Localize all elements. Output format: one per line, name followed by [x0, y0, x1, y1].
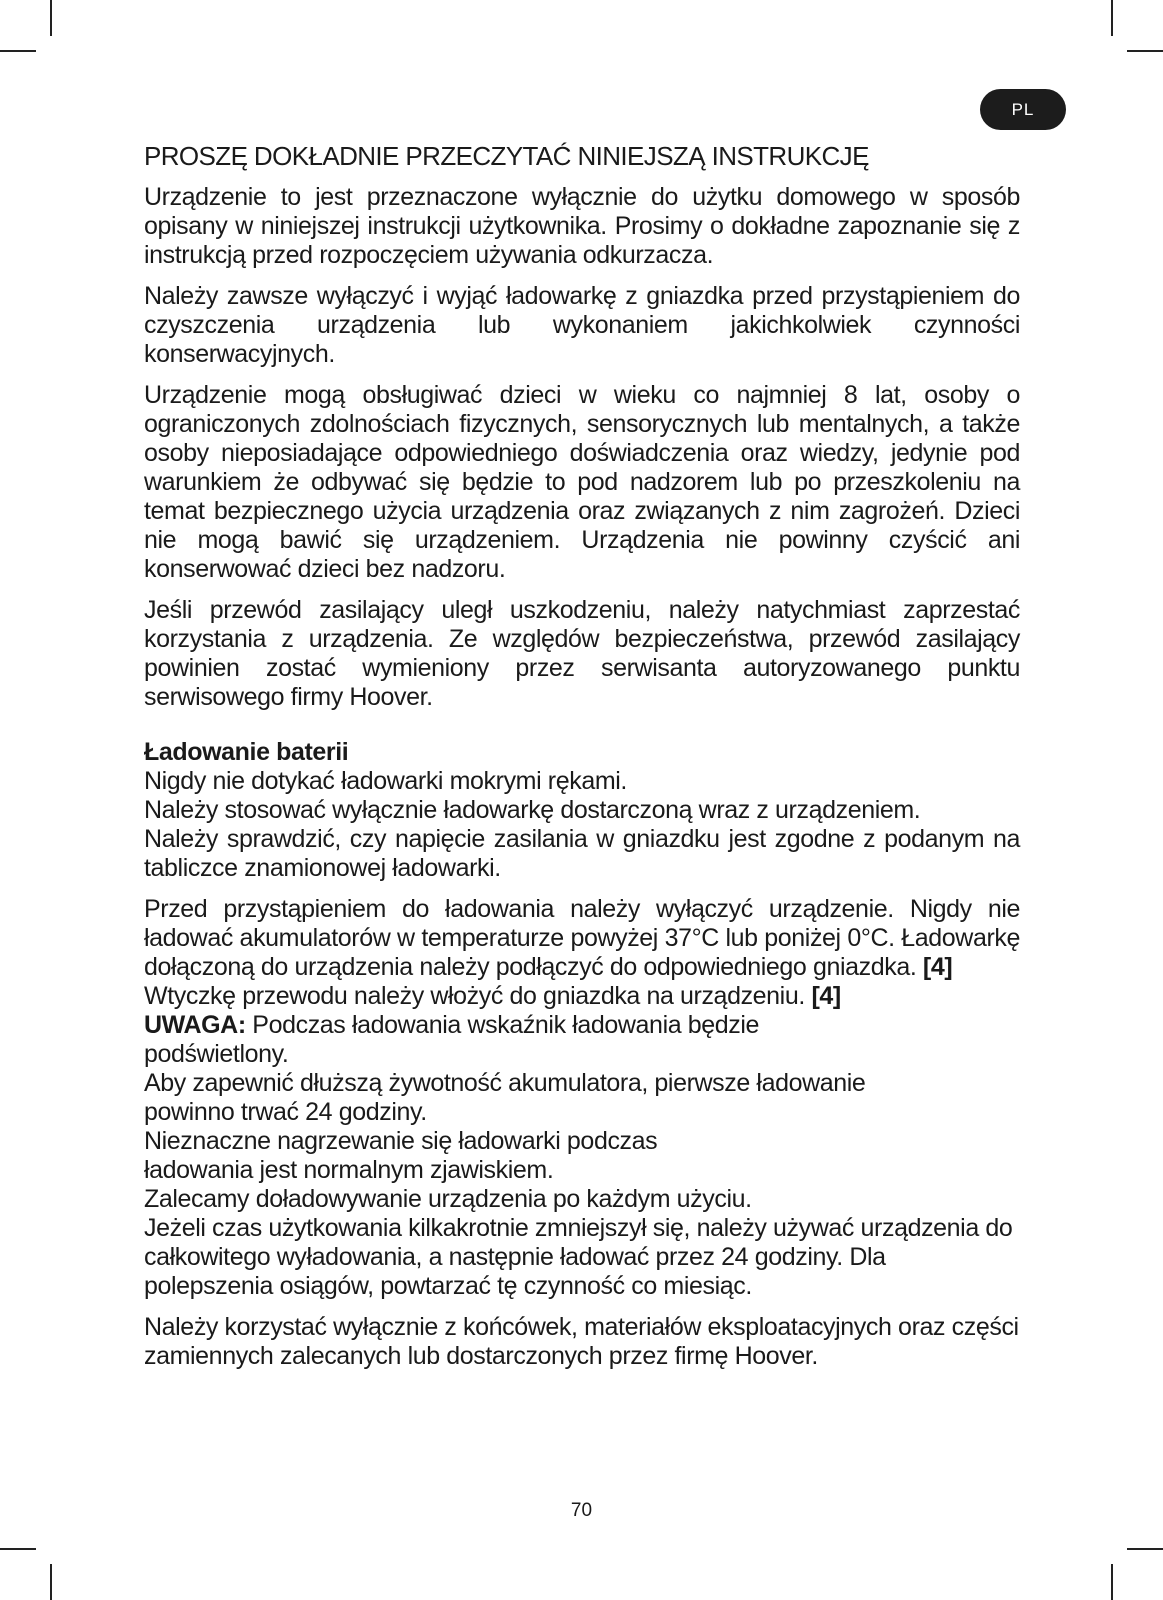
- charging-line: Aby zapewnić dłuższą żywotność akumulatora, pierwsze ładowanie: [144, 1069, 866, 1097]
- charging-text: Wtyczkę przewodu należy włożyć do gniazdka na urządzeniu.: [144, 982, 805, 1010]
- final-paragraph: Należy korzystać wyłącznie z końcówek, materiałów eksploatacyjnych oraz części zamiennych zalecanych lub dostarczonych przez firmę Hoover.: [144, 1313, 1019, 1370]
- note-label: UWAGA:: [144, 1011, 246, 1039]
- charging-line: ładowania jest normalnym zjawiskiem.: [144, 1156, 554, 1184]
- intro-paragraph: Urządzenie to jest przeznaczone wyłącznie do użytku domowego w sposób opisany w niniejszej instrukcji użytkownika. Prosimy o dokładne zapoznanie się z instrukcją przed rozpoczęciem używania odkurzacza.: [144, 183, 1020, 269]
- charging-text: Przed przystąpieniem do ładowania należy wyłączyć urządzenie. Nigdy nie ładować akumulatorów w temperaturze powyżej 37°C lub poniżej 0°C. Ładowarkę dołączoną do urządzenia należy podłączyć do odpowiedniego gniazdka.: [144, 895, 1020, 981]
- language-badge: PL: [980, 89, 1066, 130]
- crop-mark: [1127, 1548, 1163, 1550]
- charging-paragraph: [144, 895, 1020, 982]
- section-title: Ładowanie baterii: [144, 738, 349, 766]
- cord-paragraph: Jeśli przewód zasilający uległ uszkodzeniu, należy natychmiast zaprzestać korzystania z urządzenia. Ze względów bezpieczeństwa, przewód zasilający powinien zostać wymieniony przez serwisanta autoryzowanego punktu serwisowego firmy Hoover.: [144, 596, 1020, 711]
- charging-paragraph: Jeżeli czas użytkowania kilkakrotnie zmniejszył się, należy używać urządzenia do całkowitego wyładowania, a następnie ładować przez 24 godziny. Dla polepszenia osiągów, powtarzać tę czynność co miesiąc.: [144, 1214, 1013, 1300]
- figure-reference: [4]: [922, 953, 953, 981]
- page-heading: PROSZĘ DOKŁADNIE PRZECZYTAĆ NINIEJSZĄ INSTRUKCJĘ: [144, 141, 869, 171]
- charging-line: Należy stosować wyłącznie ładowarkę dostarczoną wraz z urządzeniem.: [144, 796, 921, 824]
- crop-mark: [0, 1548, 36, 1550]
- note-text: Podczas ładowania wskaźnik ładowania będzie: [245, 1011, 760, 1039]
- note-line-continued: podświetlony.: [144, 1040, 289, 1068]
- charging-line: Nigdy nie dotykać ładowarki mokrymi rękami.: [144, 767, 627, 795]
- crop-mark: [50, 1564, 52, 1600]
- charging-line: Należy sprawdzić, czy napięcie zasilania w gniazdku jest zgodne z podanym na tabliczce znamionowej ładowarki.: [144, 825, 1020, 882]
- crop-mark: [0, 50, 36, 52]
- charging-line: Nieznaczne nagrzewanie się ładowarki podczas: [144, 1127, 658, 1155]
- document-body: [144, 139, 1020, 1371]
- charging-line: Zalecamy doładowywanie urządzenia po każdym użyciu.: [144, 1185, 752, 1213]
- page-number: 70: [570, 1500, 593, 1521]
- children-paragraph: Urządzenie mogą obsługiwać dzieci w wieku co najmniej 8 lat, osoby o ograniczonych zdolnościach fizycznych, sensorycznych lub mentalnych, a także osoby nieposiadające odpowiedniego doświadczenia oraz wiedzy, jedynie pod warunkiem że odbywać się będzie to pod nadzorem lub po przeszkoleniu na temat bezpiecznego użycia urządzenia oraz związanych z nim zagrożeń. Dzieci nie mogą bawić się urządzeniem. Urządzenia nie powinny czyścić ani konserwować dzieci bez nadzoru.: [144, 381, 1020, 583]
- charging-line: [144, 982, 1020, 1011]
- safety-paragraph: Należy zawsze wyłączyć i wyjąć ładowarkę z gniazdka przed przystąpieniem do czyszczenia urządzenia lub wykonaniem jakichkolwiek czynności konserwacyjnych.: [144, 282, 1020, 368]
- crop-mark: [1111, 0, 1113, 36]
- charging-line: powinno trwać 24 godziny.: [144, 1098, 427, 1126]
- crop-mark: [50, 0, 52, 36]
- figure-reference: [4]: [811, 982, 841, 1010]
- crop-mark: [1111, 1564, 1113, 1600]
- note-line: [144, 1011, 1020, 1040]
- crop-mark: [1127, 50, 1163, 52]
